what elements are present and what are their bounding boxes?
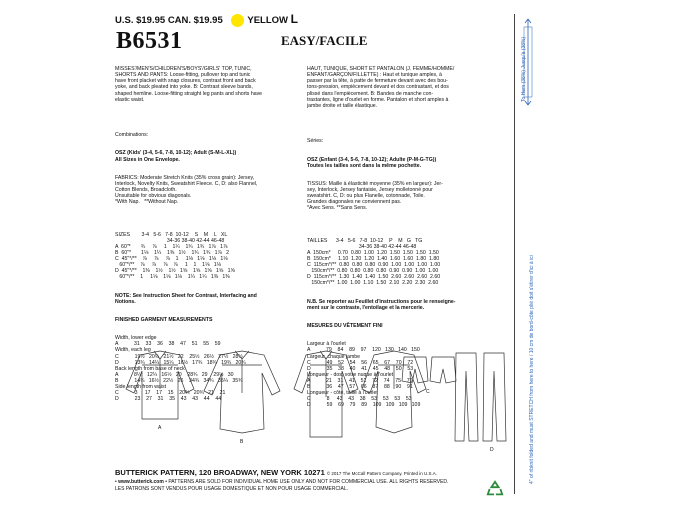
sketch-label-c: C	[426, 389, 430, 395]
english-combinations: OSZ (Kids' (3-4, 5-6, 7-8, 10-12); Adult (S-M-L-XL)) All Sizes in One Envelope.	[115, 150, 237, 163]
sketch-tunic-b	[204, 351, 280, 433]
french-series-title: Séries:	[307, 138, 324, 145]
french-yardage-table: TAILLES 3-4 5-6 7-8 10-12 P M G TG 34-36 38-40 42-44 46-48 A 150cm* 0.70 0.80 1.00 1.20 1.50 1.50 1.50 1.50 B 150cm* 1.10 1.20 1.20 1.40 1.60 1.60 1.80 1.80 C 115cm*/** 0.80 0.80 0.80 0.90 1.00 1.00 1.00 1.00 150cm*/** 0.80 0.80 0.80 0.80 0.90 0.90 1.00 1.00 D 115cm*/** 1.30 1.40 1.40 1.50 2.60 2.60 2.60 2.60 150cm*/** 1.00 1.00 1.10 1.50 2.10 2.20 2.30 2.60	[307, 237, 441, 287]
sketch-tunic-front	[294, 351, 358, 437]
english-yardage-table: SIZES 3-4 5-6 7-8 10-12 S M L XL 34-36 38-40 42-44 46-48 A 60"* ¾ ⅞ 1 1¼ 1¾ 1¾ 1⅞ 1⅞ B 60"* 1⅛ 1¼ 1⅜ 1½ 1¾ 1¾ 1⅞ 2 C 45"*/** ⅞ ⅞ ⅞ 1 1⅛ 1⅛ 1⅛ 1⅛ 60"*/** ⅞ ⅞ ⅞ ⅞ 1 1 1⅛ 1⅛ D 45"*/** 1⅜ 1½ 1½ 1⅝ 1⅝ 1⅝ 1⅝ 1⅝ 60"*/** 1 1⅛ 1⅛ 1⅛ 1¼ 1¼ 1⅜ 1⅜	[115, 231, 235, 281]
sketch-top-a	[126, 351, 194, 419]
sketch-label-d: D	[490, 447, 494, 453]
price-can: CAN. $19.95	[167, 15, 223, 26]
sketch-label-a: A	[158, 425, 162, 431]
footer-website[interactable]: www.butterick.com	[118, 479, 164, 485]
sidebar-text-main: 4" of ribknit folded and must STRETCH from here to here / 10 cm de bord-côte plié doit s'étirer d'ici à ici	[529, 255, 535, 484]
color-label: YELLOW	[247, 15, 289, 26]
footer-copyright: © 2017 The McCall Pattern Company. Printed in U.S.A.	[326, 471, 438, 476]
english-combinations-title: Combinations:	[115, 132, 149, 139]
price-line	[115, 12, 298, 27]
english-fabrics: FABRICS: Moderate Stretch Knits (35% cross grain): Jersey, Interlock, Novelty Knits, Sweatshirt Fleece. C, D: also Flannel, Cotton Blends, Broadcloth. Unsuitable for obvious diagonals. *With Nap. **Without Nap.	[115, 174, 258, 206]
footer-legal: PATTERNS ARE SOLD FOR INDIVIDUAL HOME USE ONLY AND NOT FOR COMMERCIAL USE. ALL RIGHTS RESERVED.	[168, 479, 449, 485]
sketch-pants-d	[455, 353, 506, 441]
garment-sketches	[122, 349, 512, 459]
size-letter: L	[290, 12, 298, 26]
french-description: HAUT, TUNIQUE, SHORT ET PANTALON (J. FEMME/HOMME/ ENFANT/GARÇON/FILLETTE) : Haut et tunique amples, à passer par la tête, à patte de fermeture devant avec des bou- tons-pression, empiècement devant et dos contrastant, et dos plissé dans l'empiècement. B: Bandes de manche con- trastantes, ligne d'ourlet en forme. Pantalon et short amples à jambe droite et taille élastique.	[307, 66, 455, 109]
french-tissus: TISSUS: Maille à élasticité moyenne (35% en largeur): Jer- sey, Interlock, Jersey fantaisie, Jersey molletonné pour sweatshirt. C, D: ou plus Flanelle, cotonnade, Toile. Grandes diagonales ne conviennent pas. *Avec Sens. **Sans Sens.	[307, 180, 443, 212]
english-finished-title: FINISHED GARMENT MEASUREMENTS	[115, 316, 213, 323]
french-finished-table: Largeur à l'ourlet A 79 84 89 97 120 130 140 150 Largeur, chaque jambe C 49 52 54 56 65 67 70 72 D 35 38 40 41 45 48 50 53 Longueur - dos, votre nuque à l'ourlet A 21 31 41 51 72 74 75 76 B 36 47 57 66 87 88 90 91 Longueur - côté, taille à l'ourlet C 8 43 43 38 53 53 53 53 D 59 69 79 89 109 109 109 109	[307, 341, 421, 409]
sidebar-text-top: To Hem (38%) Jusqu'à (38%)	[521, 36, 527, 102]
footer-legal-fr: LES PATRONS SONT VENDUS POUR USAGE DOMESTIQUE ET NON POUR USAGE COMMERCIAL.	[115, 486, 349, 492]
footer: BUTTERICK PATTERN, 120 BROADWAY, NEW YORK 10271 © 2017 The McCall Pattern Company. Printed in U.S.A. • www.butterick.com • PATTERNS ARE SOLD FOR INDIVIDUAL HOME USE ONLY AND NOT FOR COMMERCIAL USE. ALL RIGHTS RESERVED. LES PATRONS SONT VENDUS POUR USAGE DOMESTIQUE ET NON POUR USAGE COMMERCIAL.	[115, 468, 510, 492]
difficulty-label: EASY/FACILE	[281, 33, 368, 48]
english-description: MISSES'/MEN'S/CHILDREN'S/BOYS'/GIRLS' TOP, TUNIC, SHORTS AND PANTS: Loose-fitting, pullover top and tunic have front placket with snap closures, contrast front and back yoke, and back pleated into yoke. B: Contrast sleeve bands, shaped hemline. Loose-fitting straight leg pants and shorts have elastic waist.	[115, 66, 263, 103]
english-finished-table: Width, lower edge A 31 33 36 38 47 51 55 59 Width, each leg C 19½ 20½ 21½ 22 25½ 26½ 27½ 28½ D 13¾ 14¼ 15¼ 16½ 17¾ 18¾ 19¾ 20¾ Back length from base of neck A 8¼ 12¼ 16½ 20 28¾ 29 29½ 30 B 14¾ 16½ 22½ 26 34¾ 34¾ 35¼ 35¾ Side length from waist C 3 17 17 15 20¾ 20¾ 21 21 D 23 27 31 35 43 43 44 44	[115, 335, 246, 403]
sketch-label-b: B	[240, 439, 244, 445]
price-us: U.S. $19.95	[115, 15, 166, 26]
english-note: NOTE: See Instruction Sheet for Contrast, Interfacing and Notions.	[115, 292, 257, 305]
ribknit-guide-sidebar	[514, 14, 541, 494]
french-series: OSZ (Enfant (3-4, 5-6, 7-8, 10-12); Adulte (P-M-G-TG)) Toutes les tailles sont dans la même pochette.	[307, 156, 437, 169]
yellow-dot-icon	[231, 14, 244, 27]
recycle-icon	[486, 480, 504, 498]
sketch-tunic-back	[362, 351, 426, 433]
footer-address: BUTTERICK PATTERN, 120 BROADWAY, NEW YORK 10271	[115, 468, 325, 477]
pattern-number: B6531	[116, 28, 183, 54]
french-finished-title: MESURES DU VÊTEMENT FINI	[307, 323, 383, 330]
french-note: N.B. Se reporter au Feuillet d'instructions pour le renseigne- ment sur le contraste, l'entoilage et la mercerie.	[307, 298, 456, 311]
